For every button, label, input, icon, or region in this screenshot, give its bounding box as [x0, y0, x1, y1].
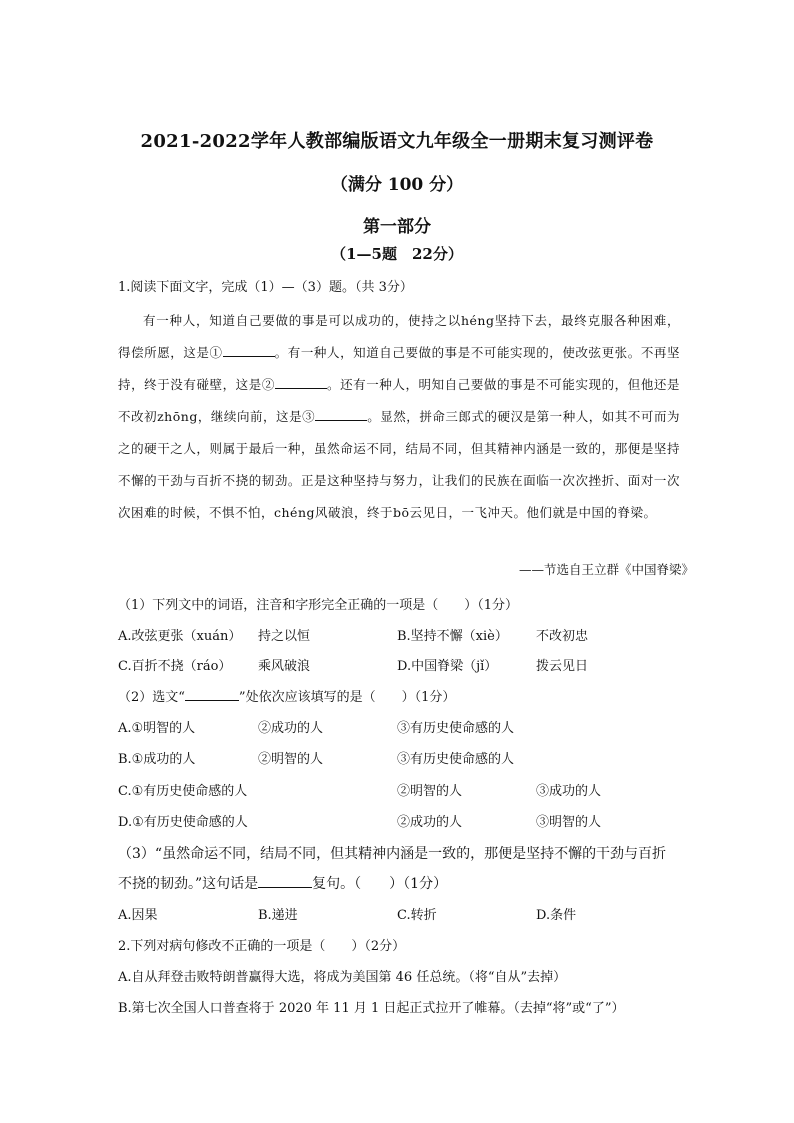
option-c: C.转折 — [397, 908, 437, 923]
option-a-2: ②成功的人 — [258, 721, 324, 736]
option-d-2: ②成功的人 — [397, 815, 463, 830]
option-b-extra: 不改初忠 — [536, 629, 589, 644]
blank-3 — [315, 407, 367, 421]
question-2-option-a: A.自从拜登击败特朗普赢得大选，将成为美国第 46 任总统。（将“自从”去掉） — [118, 970, 567, 985]
full-score: （满分 100 分） — [330, 175, 464, 195]
blank-line — [185, 688, 239, 701]
option-b: B.坚持不懈（xiè） — [397, 629, 508, 644]
passage-text: 弦更张。不再坚持，终于没有碰壁，这是② — [118, 345, 680, 392]
reading-passage — [118, 305, 680, 529]
option-a-3: ③有历史使命感的人 — [397, 721, 515, 736]
blank-1 — [223, 343, 275, 357]
option-c-2: ②明智的人 — [397, 784, 463, 799]
passage-text: 的硬汉是第一种人，如其不可而为之的硬干之人，则属于最后一种，虽然命运不同，结局不 — [118, 409, 680, 456]
stem-text: （2）选文“ — [118, 690, 185, 705]
option-d-3: ③明智的人 — [536, 815, 602, 830]
blank-line — [258, 875, 312, 888]
option-b-3: ③有历史使命感的人 — [397, 752, 515, 767]
option-b-1: B.①成功的人 — [118, 752, 196, 767]
option-a-extra: 持之以恒 — [258, 629, 311, 644]
passage-text: 。显然，拼命三郎式 — [367, 409, 485, 424]
option-c-1: C.①有历史使命感的人 — [118, 784, 248, 799]
part-heading: 第一部分 — [363, 217, 431, 237]
subquestion-1-stem: （1）下列文中的词语，注音和字形完全正确的一项是（ ）（1分） — [118, 598, 519, 613]
option-a: A.改弦更张（xuán） — [118, 629, 242, 644]
passage-source: ——节选自王立群《中国脊梁》 — [518, 562, 694, 577]
passage-text: 同，但其精神内涵是一致的，那便是坚持不懈的干劲与百折不挠的韧劲。正是这种坚持与努 — [118, 441, 680, 488]
blank-2 — [275, 375, 327, 389]
option-c-3: ③成功的人 — [536, 784, 602, 799]
option-b-2: ②明智的人 — [258, 752, 324, 767]
passage-text: 。还有一种人，明知自己要做的事是 — [326, 377, 537, 392]
subquestion-3-stem-line2 — [118, 873, 447, 893]
question-2-option-b: B.第七次全国人口普查将于 2020 年 11 月 1 日起正式拉开了帷幕。（去掉“将”或“了”） — [118, 1001, 625, 1016]
subquestion-3-stem-line1: （3）“虽然命运不同，结局不同，但其精神内涵是一致的，那便是坚持不懈的干劲与百折 — [118, 846, 667, 862]
option-d: D.条件 — [536, 908, 577, 923]
stem-text: ”处依次应该填写的是（ ）（1分） — [238, 690, 456, 705]
question-1-stem: 1.阅读下面文字，完成（1）—（3）题。（共 3分） — [118, 280, 413, 295]
stem-text: 复句。（ ）（1分） — [312, 876, 448, 892]
option-d-1: D.①有历史使命感的人 — [118, 815, 248, 830]
passage-text: 困难，得偿所愿，这是① — [118, 313, 680, 360]
passage-text: 力，让我们的民族在面临一次次挫折、面对一次次困难的时候，不惧不怕，chéng风破浪， — [118, 473, 680, 520]
option-a-1: A.①明智的人 — [118, 721, 196, 736]
option-a: A.因果 — [118, 908, 158, 923]
passage-text: 终于bō云见日，一飞冲天。他们就是中国的脊梁。 — [367, 505, 657, 520]
option-b: B.递进 — [258, 908, 298, 923]
exam-title: 2021-2022学年人教部编版语文九年级全一册期末复习测评卷 — [140, 131, 654, 152]
part-range: （1—5题 22分） — [331, 245, 463, 263]
subquestion-2-stem — [118, 686, 455, 705]
option-c-extra: 乘风破浪 — [258, 659, 311, 674]
stem-text: 不挠的韧劲。”这句话是 — [118, 876, 259, 892]
passage-text: 。有一种人，知道自己要做的事是不可能实现的，使改 — [274, 345, 589, 360]
question-2-stem: 2.下列对病句修改不正确的一项是（ ）（2分） — [118, 939, 406, 954]
option-d: D.中国脊梁（jǐ） — [397, 659, 498, 674]
passage-text: 不可能实现的，但他还是不改初zhōng，继续向前，这是③ — [118, 377, 680, 424]
option-d-extra: 拨云见日 — [536, 659, 589, 674]
passage-text: 有一种人，知道自己要做的事是可以成功的，使持之以héng坚持下去，最终克服各种 — [143, 313, 641, 328]
option-c: C.百折不挠（ráo） — [118, 659, 232, 674]
